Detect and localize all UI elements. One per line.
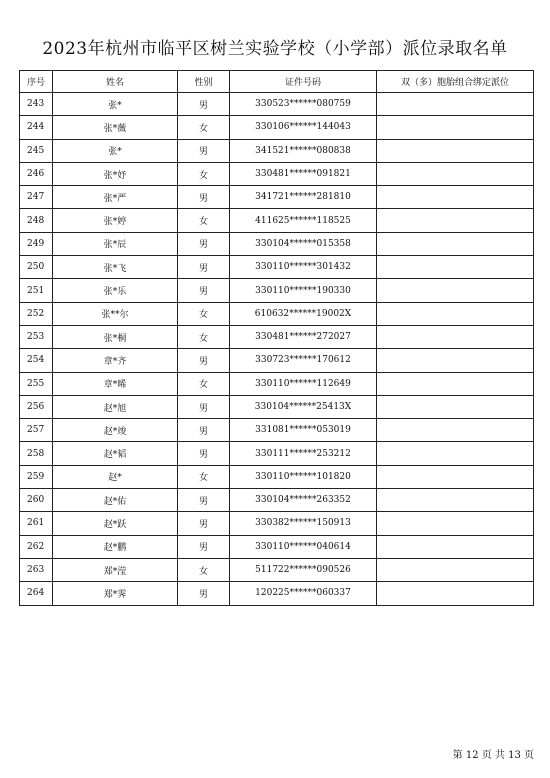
table-row: [20, 209, 534, 232]
cell-id-number: 330104******263352: [230, 489, 377, 512]
cell-id-number: 330382******150913: [230, 512, 377, 535]
cell-id-number: 330523******080759: [230, 93, 377, 116]
cell-name: 章*晞: [53, 372, 178, 395]
table-row: [20, 349, 534, 372]
cell-gender: 男: [178, 442, 230, 465]
cell-id-number: 330111******253212: [230, 442, 377, 465]
table-row: [20, 535, 534, 558]
cell-name: 章*齐: [53, 349, 178, 372]
cell-name: 张*婷: [53, 209, 178, 232]
cell-id-number: 330110******112649: [230, 372, 377, 395]
cell-seq: 263: [20, 558, 53, 581]
cell-name: 张**尔: [53, 302, 178, 325]
cell-seq: 256: [20, 395, 53, 418]
cell-twin-binding: [377, 558, 534, 581]
column-header-id: 证件号码: [230, 71, 377, 93]
cell-id-number: 120225******060337: [230, 582, 377, 605]
table-header-row: [20, 71, 534, 93]
cell-twin-binding: [377, 442, 534, 465]
cell-name: 赵*竣: [53, 419, 178, 442]
cell-twin-binding: [377, 162, 534, 185]
cell-name: 张*桐: [53, 325, 178, 348]
cell-twin-binding: [377, 325, 534, 348]
cell-id-number: 610632******19002X: [230, 302, 377, 325]
cell-id-number: 330104******25413X: [230, 395, 377, 418]
cell-id-number: 411625******118525: [230, 209, 377, 232]
column-header-twin-binding: 双（多）胞胎组合绑定派位: [377, 71, 534, 93]
cell-name: 张*妤: [53, 162, 178, 185]
cell-gender: 男: [178, 535, 230, 558]
cell-gender: 男: [178, 279, 230, 302]
cell-name: 郑*霁: [53, 582, 178, 605]
cell-twin-binding: [377, 139, 534, 162]
cell-name: 张*乐: [53, 279, 178, 302]
cell-id-number: 330481******091821: [230, 162, 377, 185]
cell-id-number: 330106******144043: [230, 116, 377, 139]
table-row: [20, 582, 534, 605]
cell-seq: 243: [20, 93, 53, 116]
column-header-seq: 序号: [20, 71, 53, 93]
cell-gender: 男: [178, 419, 230, 442]
cell-gender: 女: [178, 302, 230, 325]
column-header-gender: 性别: [178, 71, 230, 93]
cell-seq: 251: [20, 279, 53, 302]
cell-gender: 男: [178, 93, 230, 116]
cell-seq: 259: [20, 465, 53, 488]
cell-id-number: 511722******090526: [230, 558, 377, 581]
cell-twin-binding: [377, 395, 534, 418]
cell-seq: 245: [20, 139, 53, 162]
cell-twin-binding: [377, 302, 534, 325]
cell-id-number: 341521******080838: [230, 139, 377, 162]
table-row: [20, 232, 534, 255]
cell-seq: 250: [20, 256, 53, 279]
cell-gender: 男: [178, 512, 230, 535]
cell-name: 赵*: [53, 465, 178, 488]
table-row: [20, 558, 534, 581]
cell-gender: 女: [178, 465, 230, 488]
cell-seq: 261: [20, 512, 53, 535]
table-row: [20, 372, 534, 395]
cell-id-number: 330110******190330: [230, 279, 377, 302]
cell-twin-binding: [377, 512, 534, 535]
page-footer: 第 12 页 共 13 页: [452, 750, 534, 761]
cell-gender: 男: [178, 139, 230, 162]
cell-seq: 255: [20, 372, 53, 395]
cell-name: 赵*鹏: [53, 535, 178, 558]
table-row: [20, 93, 534, 116]
table-row: [20, 256, 534, 279]
cell-id-number: 330481******272027: [230, 325, 377, 348]
cell-twin-binding: [377, 489, 534, 512]
cell-gender: 男: [178, 349, 230, 372]
cell-name: 赵*跃: [53, 512, 178, 535]
table-row: [20, 279, 534, 302]
cell-gender: 女: [178, 372, 230, 395]
cell-twin-binding: [377, 582, 534, 605]
table-row: [20, 325, 534, 348]
cell-gender: 男: [178, 489, 230, 512]
cell-id-number: 330104******015358: [230, 232, 377, 255]
cell-gender: 女: [178, 558, 230, 581]
cell-seq: 253: [20, 325, 53, 348]
cell-name: 赵*佑: [53, 489, 178, 512]
cell-gender: 女: [178, 162, 230, 185]
cell-twin-binding: [377, 465, 534, 488]
cell-twin-binding: [377, 372, 534, 395]
cell-name: 张*薇: [53, 116, 178, 139]
cell-id-number: 330110******101820: [230, 465, 377, 488]
cell-name: 赵*韬: [53, 442, 178, 465]
cell-twin-binding: [377, 93, 534, 116]
cell-seq: 254: [20, 349, 53, 372]
cell-twin-binding: [377, 535, 534, 558]
admission-table: [19, 70, 534, 606]
table-row: [20, 442, 534, 465]
cell-name: 张*严: [53, 186, 178, 209]
cell-twin-binding: [377, 279, 534, 302]
cell-id-number: 330110******301432: [230, 256, 377, 279]
cell-name: 张*飞: [53, 256, 178, 279]
cell-seq: 264: [20, 582, 53, 605]
cell-seq: 249: [20, 232, 53, 255]
cell-twin-binding: [377, 116, 534, 139]
cell-seq: 247: [20, 186, 53, 209]
cell-name: 张*: [53, 139, 178, 162]
cell-gender: 女: [178, 116, 230, 139]
cell-gender: 男: [178, 256, 230, 279]
cell-twin-binding: [377, 256, 534, 279]
cell-id-number: 341721******281810: [230, 186, 377, 209]
table-row: [20, 489, 534, 512]
cell-twin-binding: [377, 209, 534, 232]
cell-name: 赵*旭: [53, 395, 178, 418]
table-row: [20, 419, 534, 442]
cell-seq: 262: [20, 535, 53, 558]
cell-twin-binding: [377, 232, 534, 255]
cell-name: 张*辰: [53, 232, 178, 255]
cell-seq: 252: [20, 302, 53, 325]
cell-name: 张*: [53, 93, 178, 116]
cell-seq: 258: [20, 442, 53, 465]
table-row: [20, 512, 534, 535]
table-row: [20, 465, 534, 488]
cell-gender: 男: [178, 186, 230, 209]
table-row: [20, 139, 534, 162]
cell-seq: 248: [20, 209, 53, 232]
table-body: [20, 93, 534, 606]
cell-id-number: 330723******170612: [230, 349, 377, 372]
cell-seq: 260: [20, 489, 53, 512]
cell-twin-binding: [377, 419, 534, 442]
table-row: [20, 302, 534, 325]
cell-gender: 男: [178, 232, 230, 255]
column-header-name: 姓名: [53, 71, 178, 93]
table-row: [20, 116, 534, 139]
cell-gender: 男: [178, 582, 230, 605]
cell-id-number: 330110******040614: [230, 535, 377, 558]
cell-twin-binding: [377, 186, 534, 209]
cell-name: 郑*滢: [53, 558, 178, 581]
cell-gender: 女: [178, 325, 230, 348]
cell-twin-binding: [377, 349, 534, 372]
cell-seq: 244: [20, 116, 53, 139]
cell-gender: 女: [178, 209, 230, 232]
table-row: [20, 395, 534, 418]
table-row: [20, 186, 534, 209]
table-row: [20, 162, 534, 185]
cell-id-number: 331081******053019: [230, 419, 377, 442]
page-title: 2023年杭州市临平区树兰实验学校（小学部）派位录取名单: [42, 39, 508, 59]
cell-seq: 246: [20, 162, 53, 185]
cell-seq: 257: [20, 419, 53, 442]
cell-gender: 男: [178, 395, 230, 418]
